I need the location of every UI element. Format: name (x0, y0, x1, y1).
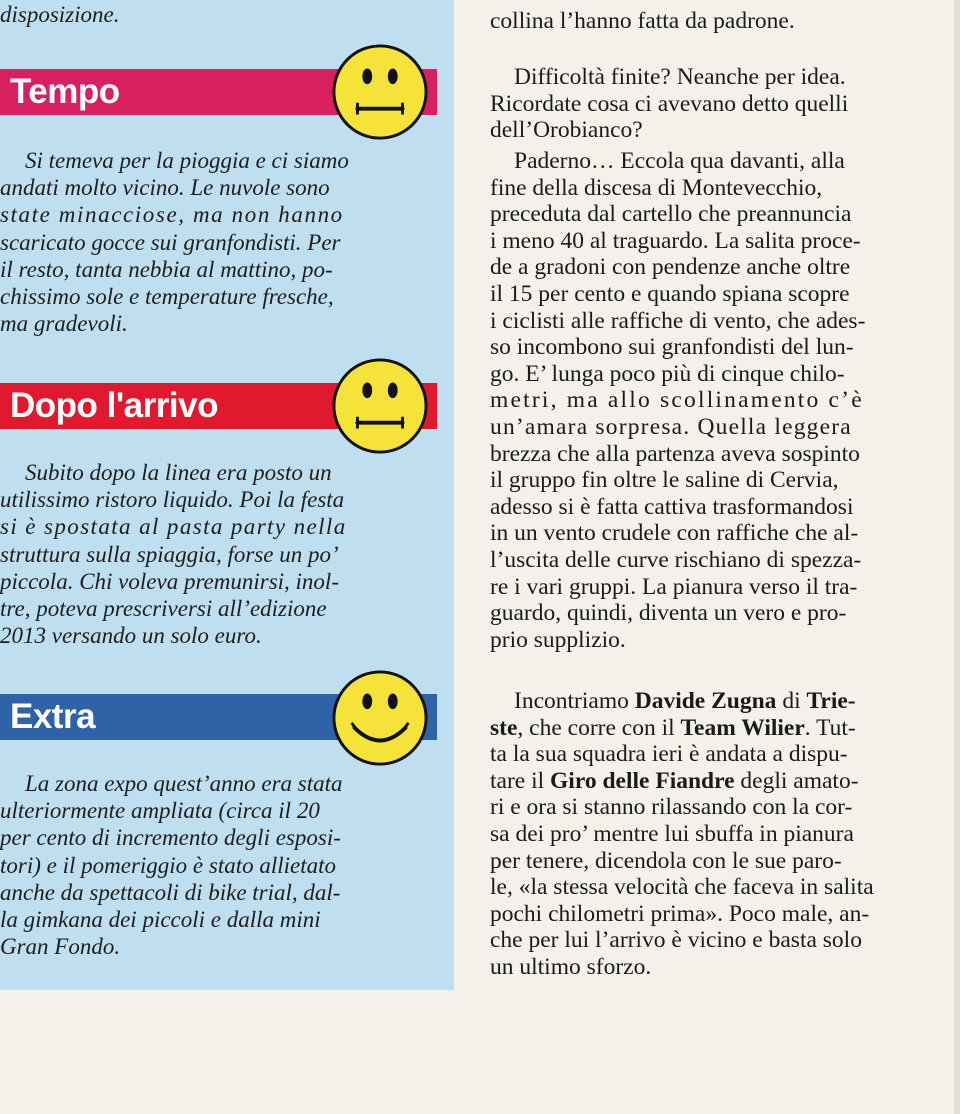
section-body-dopo-arrivo (0, 459, 437, 649)
text-line: brezza che alla partenza aveva sospinto (490, 440, 860, 467)
text-line (490, 688, 948, 715)
smiley-face-icon (331, 669, 429, 767)
text-line: Difficoltà finite? Neanche per idea. (514, 64, 846, 90)
text-line: de a gradoni con pendenze anche oltre (490, 254, 851, 281)
text-run: Incontriamo (514, 688, 635, 714)
section-title-text: Extra (10, 697, 96, 736)
text-run: degli amato- (734, 767, 859, 794)
text-line: che per lui l’arrivo è vicino e basta solo (490, 927, 862, 954)
team-name: Team Wilier (680, 714, 805, 741)
text-line: ta la sua squadra ieri è andata a dispu- (490, 741, 848, 768)
text-line: in un vento crudele con raffiche che al- (490, 520, 859, 547)
text-line: disposizione. (0, 2, 120, 27)
text-line: tre, poteva prescriversi all’edizione (0, 596, 327, 622)
text-run: di (776, 688, 807, 714)
text-line: adesso si è fatta cattiva trasformandosi (490, 493, 854, 520)
text-line: re i vari gruppi. La pianura verso il tra- (490, 573, 858, 600)
text-line: state minacciose, ma non hanno (0, 202, 344, 228)
text-line: go. E’ lunga poco più di cinque chilo- (490, 360, 845, 387)
text-line: per tenere, dicendola con le sue paro- (490, 847, 842, 874)
text-line: un’amara sorpresa. Quella leggera (490, 413, 852, 440)
place-name: Trie- (806, 688, 856, 714)
text-line: per cento di incremento degli esposi- (0, 825, 341, 851)
text-run: tare il (490, 767, 551, 794)
text-line: prio supplizio. (490, 626, 626, 653)
text-line: si è spostata al pasta party nella (0, 514, 347, 540)
page-edge (954, 0, 960, 1114)
text-line: i meno 40 al traguardo. La salita proce- (490, 227, 861, 254)
neutral-face-icon (331, 43, 429, 141)
text-line: andati molto vicino. Le nuvole sono (0, 175, 330, 201)
text-line: piccola. Chi voleva premunirsi, inol- (0, 568, 339, 594)
text-line: guardo, quindi, diventa un vero e pro- (490, 600, 847, 627)
text-line: utilissimo ristoro liquido. Poi la festa (0, 487, 345, 513)
text-line: fine della discesa di Montevecchio, (490, 174, 823, 201)
text-line: ma gradevoli. (0, 311, 128, 337)
text-line: ri e ora si stanno rilassando con la cor- (490, 794, 853, 821)
text-line: i ciclisti alle raffiche di vento, che ades- (490, 307, 866, 334)
text-line: Subito dopo la linea era posto un (25, 460, 332, 485)
text-line: sa dei pro’ mentre lui sbuffa in pianura (490, 820, 854, 847)
text-line: un ultimo sforzo. (490, 953, 652, 980)
text-line: il 15 per cento e quando spiana scopre (490, 280, 850, 307)
text-line: tori) e il pomeriggio è stato allietato (0, 852, 337, 878)
text-run: , che corre con il (517, 714, 681, 741)
paragraph (490, 148, 948, 653)
section-title-text: Dopo l'arrivo (10, 386, 218, 425)
text-line: pochi chilometri prima». Poco male, an- (490, 900, 870, 927)
text-line: Paderno… Eccola qua davanti, alla (514, 148, 845, 174)
text-line: Gran Fondo. (0, 934, 121, 960)
section-title-text: Tempo (10, 72, 120, 111)
text-line: l’uscita delle curve rischiano di spezza- (490, 546, 862, 573)
text-line: metri, ma allo scollinamento c’è (490, 387, 864, 414)
section-body-tempo (0, 147, 437, 337)
neutral-face-icon (331, 357, 429, 455)
text-line (490, 715, 948, 742)
text-line: il gruppo fin oltre le saline di Cervia, (490, 467, 839, 494)
text-line: Si temeva per la pioggia e ci siamo (25, 148, 349, 173)
text-line: anche da spettacoli di bike trial, dal- (0, 879, 341, 905)
text-line: collina l’hanno fatta da padrone. (490, 8, 795, 34)
paragraph (490, 64, 948, 144)
text-line: dell’Orobianco? (490, 117, 643, 144)
text-line: ulteriormente ampliata (circa il 20 (0, 798, 320, 824)
sidebar-intro (0, 1, 440, 28)
text-line: chissimo sole e temperature fresche, (0, 284, 334, 310)
text-run: . Tut- (804, 714, 856, 741)
text-line: la gimkana dei piccoli e dalla mini (0, 907, 321, 933)
text-line: le, «la stessa velocità che faceva in salita (490, 874, 874, 901)
text-line: Ricordate cosa ci avevano detto quelli (490, 90, 849, 117)
text-line: La zona expo quest’anno era stata (25, 771, 343, 796)
paragraph (490, 8, 795, 35)
text-line: scaricato gocce sui granfondisti. Per (0, 229, 341, 255)
section-body-extra (0, 770, 437, 960)
text-line: il resto, tanta nebbia al mattino, po- (0, 256, 333, 282)
paragraph (490, 688, 948, 981)
race-name: Giro delle Fiandre (550, 767, 735, 794)
text-line: preceduta dal cartello che preannuncia (490, 201, 852, 228)
text-line: struttura sulla spiaggia, forse un po’ (0, 541, 339, 567)
person-name: Davide Zugna (634, 688, 777, 714)
text-line: 2013 versando un solo euro. (0, 623, 262, 649)
text-line (490, 768, 948, 795)
text-line: so incombono sui granfondisti del lun- (490, 334, 854, 361)
place-name: ste (490, 714, 518, 741)
